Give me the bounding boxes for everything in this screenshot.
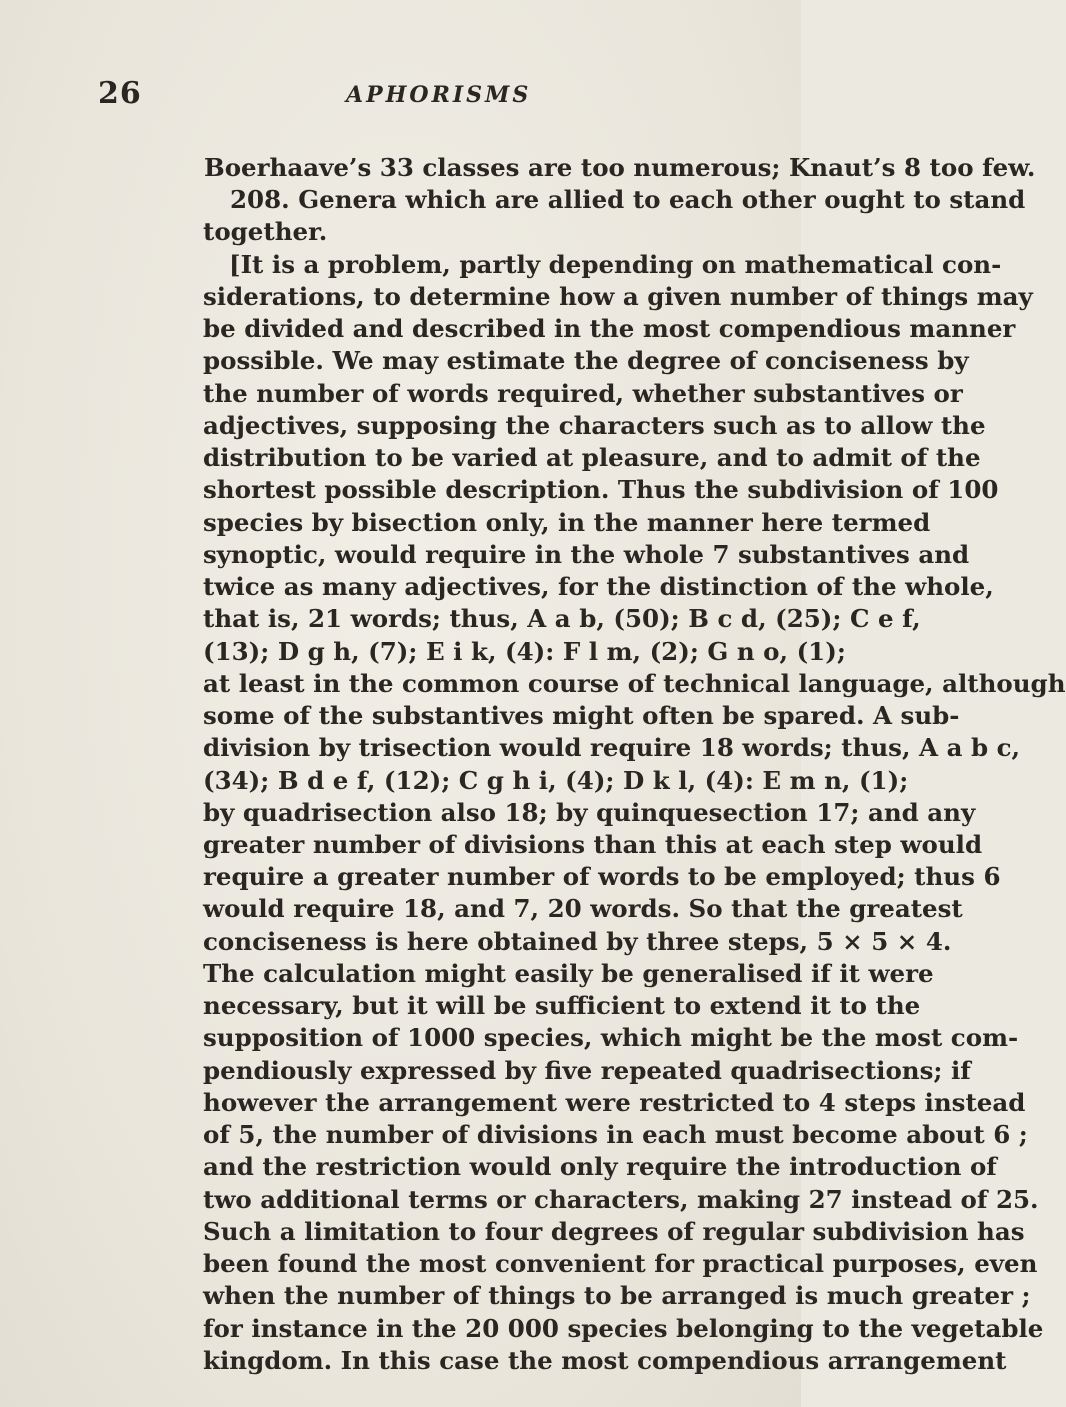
text-line: distribution to be varied at pleasure, and to admit of the — [203, 443, 981, 473]
text-line: be divided and described in the most compendious manner — [203, 314, 1016, 344]
text-line: necessary, but it will be sufficient to extend it to the — [203, 991, 921, 1021]
page-header — [0, 76, 801, 116]
text-line: Such a limitation to four degrees of regular subdivision has — [203, 1216, 1025, 1246]
text-line: the number of words required, whether substantives or — [203, 378, 963, 408]
page-number: 26 — [98, 76, 142, 111]
text-line: conciseness is here obtained by three steps, 5 × 5 × 4. — [203, 926, 952, 956]
text-line: for instance in the 20 000 species belonging to the vegetable — [203, 1313, 1044, 1343]
text-line: (13); D g h, (7); E i k, (4): F l m, (2); G n o, (1); — [203, 636, 846, 666]
text-line: siderations, to determine how a given number of things may — [203, 281, 1033, 311]
text-line: greater number of divisions than this at each step would — [203, 829, 983, 859]
text-line: of 5, the number of divisions in each must become about 6 ; — [203, 1120, 1028, 1150]
text-line: Boerhaave’s 33 classes are too numerous; Knaut’s 8 too few. — [204, 153, 1036, 182]
text-line: [It is a problem, partly depending on mathematical con- — [229, 249, 1002, 279]
text-line: 208. Genera which are allied to each other ought to stand — [230, 185, 1026, 215]
text-line: species by bisection only, in the manner here termed — [203, 507, 931, 537]
text-line: together. — [203, 217, 328, 247]
text-line: and the restriction would only require the introduction of — [203, 1152, 997, 1182]
text-line: some of the substantives might often be spared. A sub- — [203, 701, 960, 731]
text-line: The calculation might easily be generalised if it were — [203, 958, 934, 988]
text-line: kingdom. In this case the most compendious arrangement — [203, 1345, 1007, 1375]
text-line: division by trisection would require 18 words; thus, A a b c, — [203, 733, 1021, 763]
text-line: at least in the common course of technical language, although — [203, 668, 1066, 698]
text-line: possible. We may estimate the degree of conciseness by — [203, 346, 969, 376]
text-line: shortest possible description. Thus the subdivision of 100 — [203, 475, 999, 505]
text-line: twice as many adjectives, for the distinction of the whole, — [203, 572, 994, 602]
text-line: require a greater number of words to be employed; thus 6 — [203, 862, 1001, 892]
text-line: synoptic, would require in the whole 7 substantives and — [203, 539, 970, 569]
text-line: that is, 21 words; thus, A a b, (50); B c d, (25); C e f, — [203, 604, 921, 634]
text-line: by quadrisection also 18; by quinquesection 17; and any — [203, 797, 976, 827]
text-line: would require 18, and 7, 20 words. So that the greatest — [203, 894, 963, 924]
running-head: APHORISMS — [346, 82, 532, 108]
text-line: supposition of 1000 species, which might be the most com- — [203, 1023, 1019, 1053]
text-line: (34); B d e f, (12); C g h i, (4); D k l, (4): E m n, (1); — [203, 765, 909, 795]
text-line: adjectives, supposing the characters such as to allow the — [203, 410, 986, 440]
text-line: pendiously expressed by five repeated quadrisections; if — [203, 1055, 971, 1085]
text-line: when the number of things to be arranged is much greater ; — [203, 1281, 1031, 1311]
text-line: been found the most convenient for practical purposes, even — [203, 1249, 1038, 1279]
text-line: however the arrangement were restricted to 4 steps instead — [203, 1087, 1026, 1117]
text-line: two additional terms or characters, making 27 instead of 25. — [203, 1184, 1039, 1214]
